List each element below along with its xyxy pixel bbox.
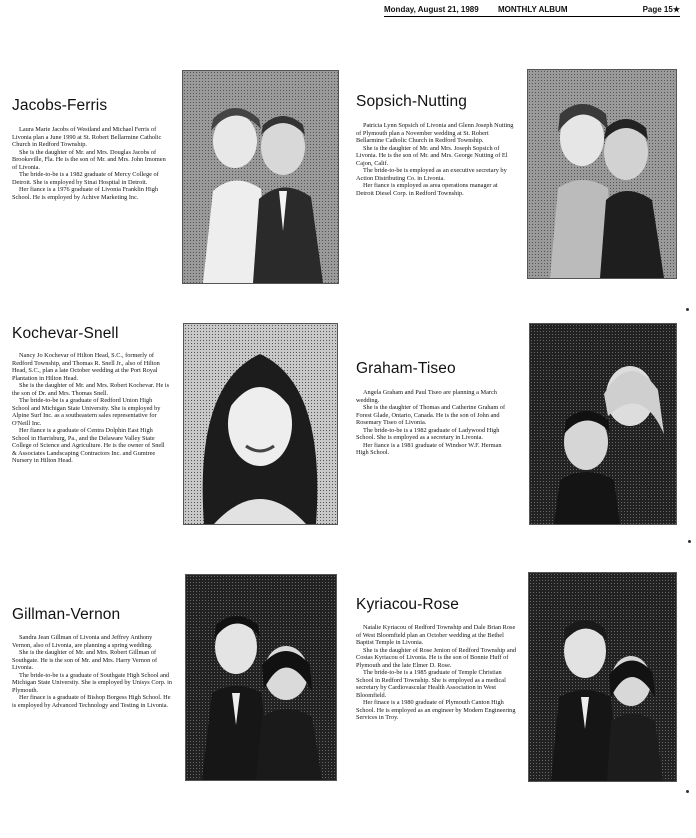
paragraph: The bride-to-be is a 1982 graduate of Mercy College of Detroit. She is employed by Sinai Hospital in Detroit. xyxy=(12,171,159,186)
paragraph: Sandra Jean Gillman of Livonia and Jeffrey Anthony Vernon, also of Livonia, are planning a spring wedding. xyxy=(12,634,153,649)
paragraph: The bride-to-be is employed as an executive secretary by Action Distributing Co. in Livonia. xyxy=(356,167,507,182)
paragraph: She is the daughter of Rose Jenion of Redford Township and Costas Kyriacou of Livonia. He is the son of Bonnie Huff of Plymouth and the late Elmer D. Rose. xyxy=(356,646,516,669)
paragraph: The bride-to-be is a graduate of Southgate High School and Michigan State University. She is employed by Unisys Corp. in Plymouth. xyxy=(12,671,172,694)
paragraph: Her fiance is a 1981 graduate of Windsor W.F. Herman High School. xyxy=(356,441,502,456)
paragraph: She is the daughter of Thomas and Catherine Graham of Forest Glade, Ontario, Canada. He is the son of John and Rosemary Tiseo of Livonia. xyxy=(356,404,506,426)
paragraph: Laura Marie Jacobs of Westland and Michael Ferris of Livonia plan a June 1990 at St. Robert Bellarmine Catholic Church in Redford Township. xyxy=(12,126,162,148)
paragraph: She is the daughter of Mr. and Mrs. Joseph Sopsich of Livonia. He is the son of Mr. and Mrs. George Nutting of El Cajon, Calif. xyxy=(356,144,508,167)
paragraph: Angela Graham and Paul Tiseo are planning a March wedding. xyxy=(356,389,497,404)
paragraph: Her fiance is employed as area operations manager at Detroit Diesel Corp. in Redford Township. xyxy=(356,182,498,197)
paragraph: Her fiance is a graduate of Centra Dolphin East High School in Harrisburg, Pa., and the Delaware Valley State College of Science and Agriculture. He is the owner of Snell & Associates Landscaping Contractors Inc. and Gumtree Nursery in Hilton Head. xyxy=(12,427,165,464)
engagement-photo-kochevar-snell xyxy=(183,323,338,525)
masthead xyxy=(384,4,680,17)
couple-photo-figure xyxy=(529,573,676,781)
engagement-photo-kyriacou-rose xyxy=(528,572,677,782)
paragraph: Her finace is a graduate of Bishop Borgess High School. He is employed by Advanced Technology and Testing in Livonia. xyxy=(12,694,171,709)
page-number: Page 15★ xyxy=(642,5,680,14)
article-graham-tiseo xyxy=(356,389,514,457)
paragraph: She is the daughter of Mr. and Mrs. Robert Kochevar. He is the son of Dr. and Mrs. Thomas Snell. xyxy=(12,382,170,397)
article-kyriacou-rose xyxy=(356,624,516,722)
couple-photo-figure xyxy=(530,324,676,524)
paragraph: Nancy Jo Kochevar of Hilton Head, S.C., formerly of Redford Township, and Thomas R. Snell Jr., also of Hilton Head, S.C., plan a late October wedding at the Port Royal Plantation in Hilton Head. xyxy=(12,352,160,382)
portrait-photo-figure xyxy=(184,324,337,524)
article-sopsich-nutting xyxy=(356,122,514,197)
headline-jacobs-ferris: Jacobs-Ferris xyxy=(12,97,108,114)
headline-gillman-vernon: Gillman-Vernon xyxy=(12,606,121,623)
engagement-photo-graham-tiseo xyxy=(529,323,677,525)
paragraph: Natalie Kyriacou of Redford Township and Dale Brian Rose of West Bloomfield plan an October wedding at the Bethel Baptist Temple in Livonia. xyxy=(356,624,516,646)
headline-graham-tiseo: Graham-Tiseo xyxy=(356,360,456,377)
couple-photo-figure xyxy=(183,71,338,283)
couple-photo-figure xyxy=(186,575,336,780)
headline-kochevar-snell: Kochevar-Snell xyxy=(12,325,119,342)
paragraph: Her finace is a 1980 graduate of Plymouth Canton High School. He is employed as an engineer by Modern Engineering Services in Troy. xyxy=(356,699,516,721)
paragraph: Patricia Lynn Sopsich of Livonia and Glenn Joseph Nutting of Plymouth plan a November wedding at St. Robert Bellarmine Catholic Church in Redford Township. xyxy=(356,122,514,144)
article-jacobs-ferris xyxy=(12,126,170,201)
engagement-photo-sopsich-nutting xyxy=(527,69,677,279)
article-gillman-vernon xyxy=(12,634,172,709)
paragraph: The bride-to-be is a 1982 graduate of Ladywood High School. She is employed as a secretary in Livonia. xyxy=(356,426,500,441)
headline-sopsich-nutting: Sopsich-Nutting xyxy=(356,93,467,110)
scan-speck xyxy=(686,308,689,311)
paragraph: She is the daughter of Mr. and Mrs. Robert Gillman of Southgate. He is the son of Mr. and Mrs. Harry Vernon of Livonia. xyxy=(12,649,158,671)
paragraph: She is the daughter of Mr. and Mrs. Douglas Jacobs of Brooksville, Fla. He is the son of Mr. and Mrs. John Imomen of Livonia. xyxy=(12,148,166,171)
issue-date: Monday, August 21, 1989 xyxy=(384,5,479,14)
paragraph: Her fiance is a 1976 graduate of Livonia Franklin High School. He is employed by Achive Marketing Inc. xyxy=(12,186,159,201)
scan-speck xyxy=(688,540,691,543)
couple-photo-figure xyxy=(528,70,676,278)
engagement-photo-gillman-vernon xyxy=(185,574,337,781)
paragraph: The bride-to-be is a graduate of Redford Union High School and Michigan State University. She is employed by Alpine Surf Inc. as a southeastern sales representative for O'Neill Inc. xyxy=(12,397,161,427)
article-kochevar-snell xyxy=(12,352,170,465)
engagement-photo-jacobs-ferris xyxy=(182,70,339,284)
section-title: MONTHLY ALBUM xyxy=(498,5,568,14)
headline-kyriacou-rose: Kyriacou-Rose xyxy=(356,596,459,613)
paragraph: The bride-to-be is a 1985 graduate of Temple Christian School in Redford Township. She is employed as a medical secretary by Cardiovascular Health Association in West Bloomfield. xyxy=(356,669,506,699)
scan-speck xyxy=(686,790,689,793)
